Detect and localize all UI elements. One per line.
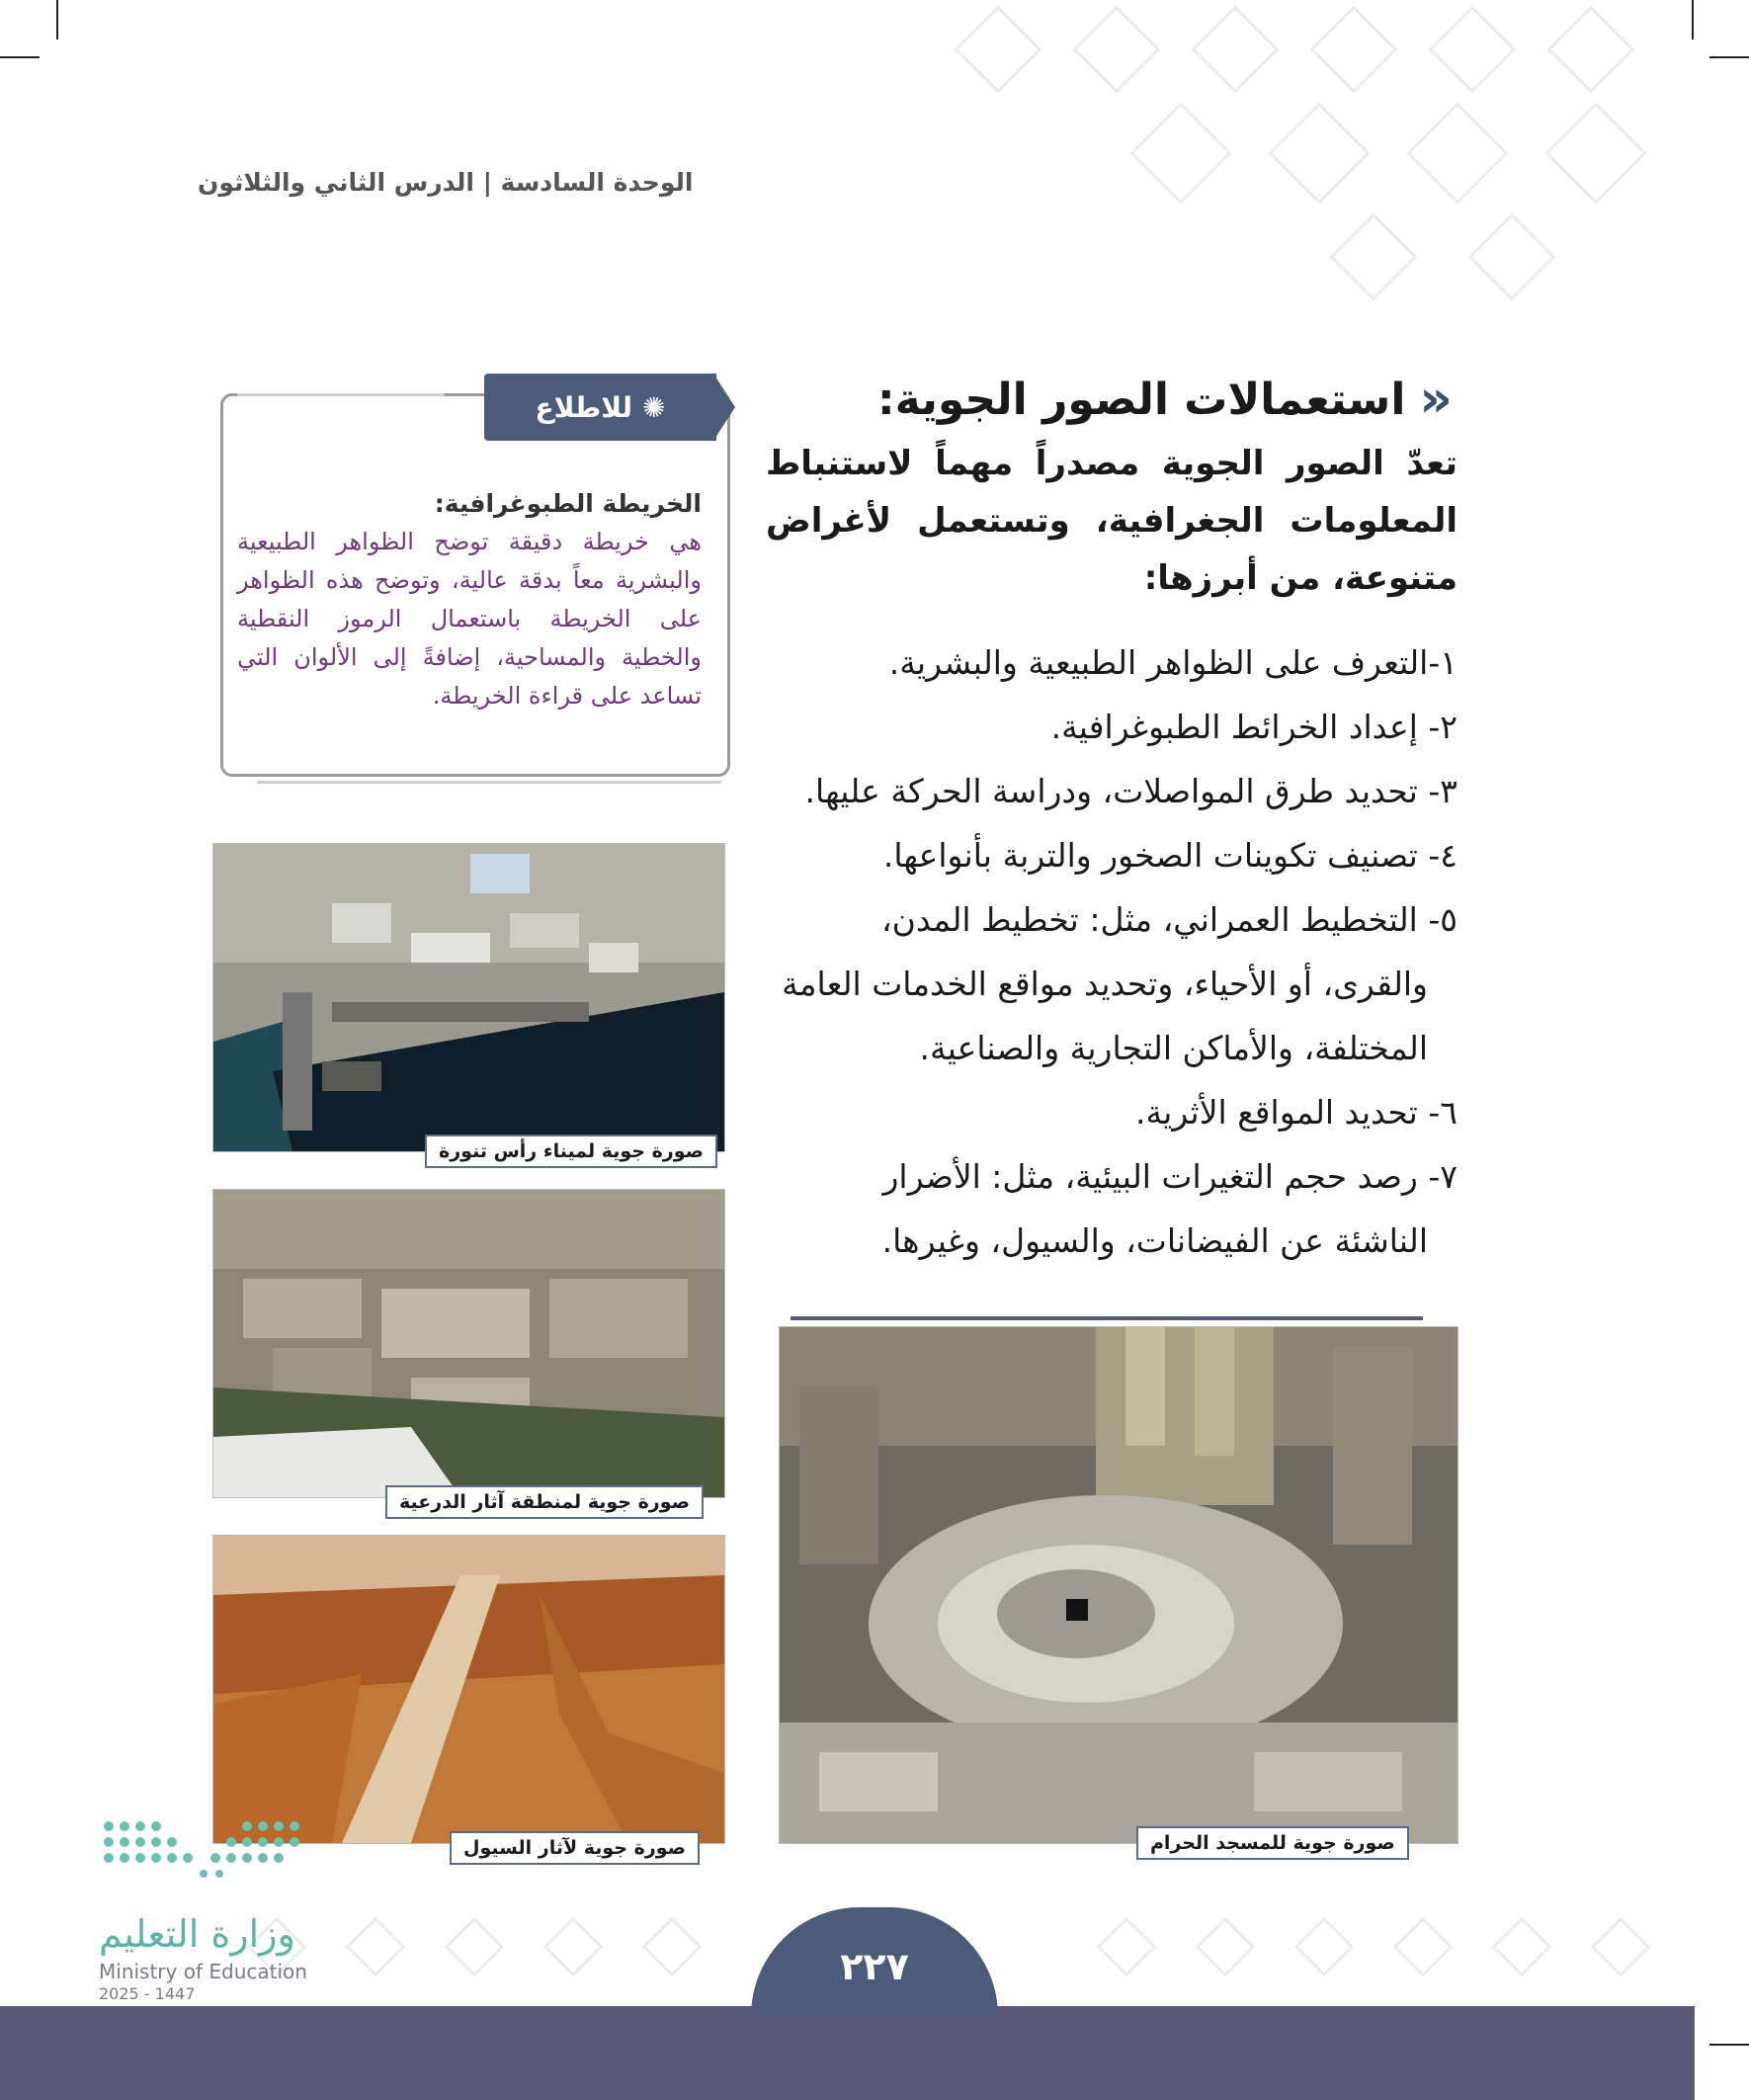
divider [257, 781, 721, 784]
edition-year: 2025 - 1447 [99, 1984, 196, 2003]
list-item: ٦- تحديد المواقع الأثرية. [1134, 1093, 1458, 1132]
section-title-text: استعمالات الصور الجوية: [877, 374, 1406, 425]
list-item: ٥- التخطيط العمراني، مثل: تخطيط المدن، والقرى، أو الأحياء، وتحديد مواقع الخدمات العامة المختلفة، والأماكن التجارية والصناعية. [782, 900, 1458, 1067]
lightbulb-icon: ✺ [642, 390, 666, 424]
floods-caption: صورة جوية لآثار السيول [450, 1831, 700, 1865]
list-item: ٣- تحديد طرق المواصلات، ودراسة الحركة عليها. [804, 772, 1458, 810]
unit-lesson-header: الوحدة السادسة | الدرس الثاني والثلاثون [198, 168, 694, 197]
list-item: ٧- رصد حجم التغيرات البيئية، مثل: الأضرار الناشئة عن الفيضانات، والسيول، وغيرها. [881, 1157, 1458, 1260]
info-body: هي خريطة دقيقة توضح الظواهر الطبيعية والبشرية معاً بدقة عالية، وتوضح هذه الظواهر على الخريطة باستعمال الرموز النقطية والخطية والمساحية، إضافةً إلى الألوان التي تساعد على قراءة الخريطة. [237, 528, 702, 710]
diriyah-aerial-photo [212, 1189, 725, 1498]
diriyah-caption: صورة جوية لمنطقة آثار الدرعية [385, 1485, 704, 1519]
crop-mark [56, 0, 58, 40]
double-chevron-icon: « [1419, 370, 1453, 429]
info-heading: الخريطة الطبوغرافية: [434, 489, 702, 518]
info-tag: ✺ للاطلاع [484, 374, 716, 441]
photo-top-bar [791, 1316, 1423, 1320]
list-item: ١-التعرف على الظواهر الطبيعية والبشرية. [888, 643, 1458, 682]
uses-list [766, 630, 1458, 1273]
port-aerial-photo [212, 843, 725, 1152]
background-pattern [929, 0, 1700, 316]
list-item: ٢- إعداد الخرائط الطبوغرافية. [1050, 708, 1458, 746]
floods-aerial-photo [212, 1535, 725, 1844]
info-tag-arrow [713, 374, 735, 441]
info-box-content [237, 484, 702, 715]
ministry-name-ar: وزارة التعليم [99, 1912, 295, 1956]
ministry-logo-dots [99, 1816, 316, 1905]
section-title [877, 370, 1453, 429]
footer-bar [0, 2006, 1695, 2100]
port-caption: صورة جوية لميناء رأس تنورة [425, 1134, 717, 1168]
divider [237, 393, 445, 396]
crop-mark [1709, 2044, 1749, 2046]
haram-caption: صورة جوية للمسجد الحرام [1136, 1826, 1409, 1860]
intro-paragraph: تعدّ الصور الجوية مصدراً مهماً لاستنباط المعلومات الجغرافية، وتستعمل لأغراض متنوعة، من أبرزها: [766, 444, 1458, 598]
crop-mark [0, 56, 40, 58]
ministry-name-en: Ministry of Education [99, 1960, 307, 1983]
crop-mark [1709, 56, 1749, 58]
haram-aerial-photo [779, 1326, 1458, 1844]
list-item: ٤- تصنيف تكوينات الصخور والتربة بأنواعها. [882, 836, 1458, 875]
page-number: ٢٢٧ [751, 1907, 998, 2016]
